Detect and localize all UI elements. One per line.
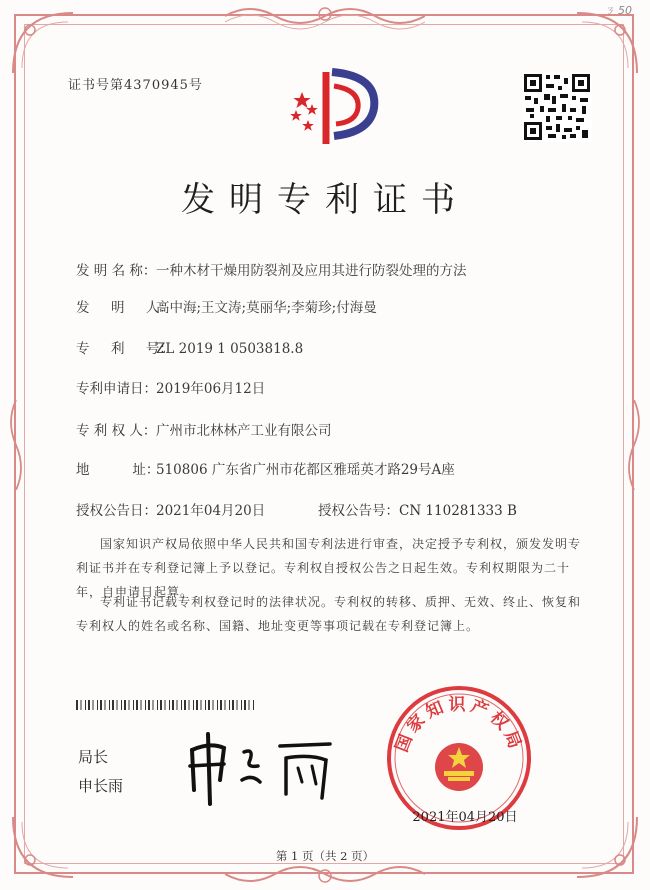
address-value: 510806 广东省广州市花都区雅瑶英才路29号A座 xyxy=(156,462,455,478)
field-invention-name xyxy=(76,259,467,279)
inventors-value: 高中海;王文涛;莫丽华;李菊珍;付海曼 xyxy=(156,300,377,316)
right-ornament xyxy=(624,400,644,490)
filing-date-label: 专利申请日： xyxy=(76,381,157,397)
field-patentee xyxy=(76,419,332,439)
field-inventors xyxy=(76,296,377,316)
director-name: 申长雨 xyxy=(78,777,124,795)
document-title: 发明专利证书 xyxy=(181,180,469,220)
corner-ornament-top-right xyxy=(572,8,642,78)
patent-number-value: ZL 2019 1 0503818.8 xyxy=(156,341,304,357)
inventors-label: 发 明 人： xyxy=(76,300,173,316)
certificate-number: 证书号第4370945号 xyxy=(68,78,203,93)
corner-ornament-bottom-right xyxy=(572,812,642,882)
paragraph-legal-status: 专利证书记载专利权登记时的法律状况。专利权的转移、质押、无效、终止、恢复和专利权人的姓名或名称、国籍、地址变更等事项记载在专利登记簿上。 xyxy=(76,595,582,633)
field-address xyxy=(76,458,455,478)
grant-number-label: 授权公告号： xyxy=(318,503,399,519)
barcode-icon xyxy=(76,700,256,710)
corner-ornament-bottom-left xyxy=(8,812,78,882)
paragraph-grant-statement: 国家知识产权局依照中华人民共和国专利法进行审查，决定授予专利权，颁发发明专利证书并在专利登记簿上予以登记。专利权自授权公告之日起生效。专利权期限为二十年，自申请日起算。 xyxy=(76,537,582,599)
field-grant-number xyxy=(318,499,517,519)
handwritten-note: ㄋ 50 xyxy=(603,4,632,17)
page-footer: 第 1 页（共 2 页） xyxy=(275,849,375,863)
qr-code-icon xyxy=(522,72,592,142)
seal-ring-text: 国家知识产权局 xyxy=(391,695,527,755)
invention-name-value: 一种木材干燥用防裂剂及应用其进行防裂处理的方法 xyxy=(156,263,467,279)
cnipa-emblem-icon xyxy=(282,66,382,148)
patentee-value: 广州市北林林产工业有限公司 xyxy=(156,423,332,439)
top-ornament xyxy=(225,2,425,30)
field-patent-number xyxy=(76,337,303,357)
grant-date-value: 2021年04月20日 xyxy=(156,503,266,519)
field-grant-date xyxy=(76,499,265,519)
patent-number-label: 专 利 号： xyxy=(76,341,173,357)
patentee-label: 专 利 权 人： xyxy=(76,423,157,439)
filing-date-value: 2019年06月12日 xyxy=(156,381,266,397)
bottom-ornament xyxy=(225,862,425,888)
corner-ornament-top-left xyxy=(8,8,78,78)
address-label: 地 址： xyxy=(76,462,160,478)
director-signature-icon xyxy=(180,728,340,808)
seal-date: 2021年04月20日 xyxy=(412,810,518,825)
director-title: 局长 xyxy=(78,748,109,766)
grant-date-label: 授权公告日： xyxy=(76,503,157,519)
invention-name-label: 发 明 名 称： xyxy=(76,263,157,279)
left-ornament xyxy=(6,400,26,490)
grant-number-value: CN 110281333 B xyxy=(399,503,517,519)
field-filing-date xyxy=(76,377,265,397)
